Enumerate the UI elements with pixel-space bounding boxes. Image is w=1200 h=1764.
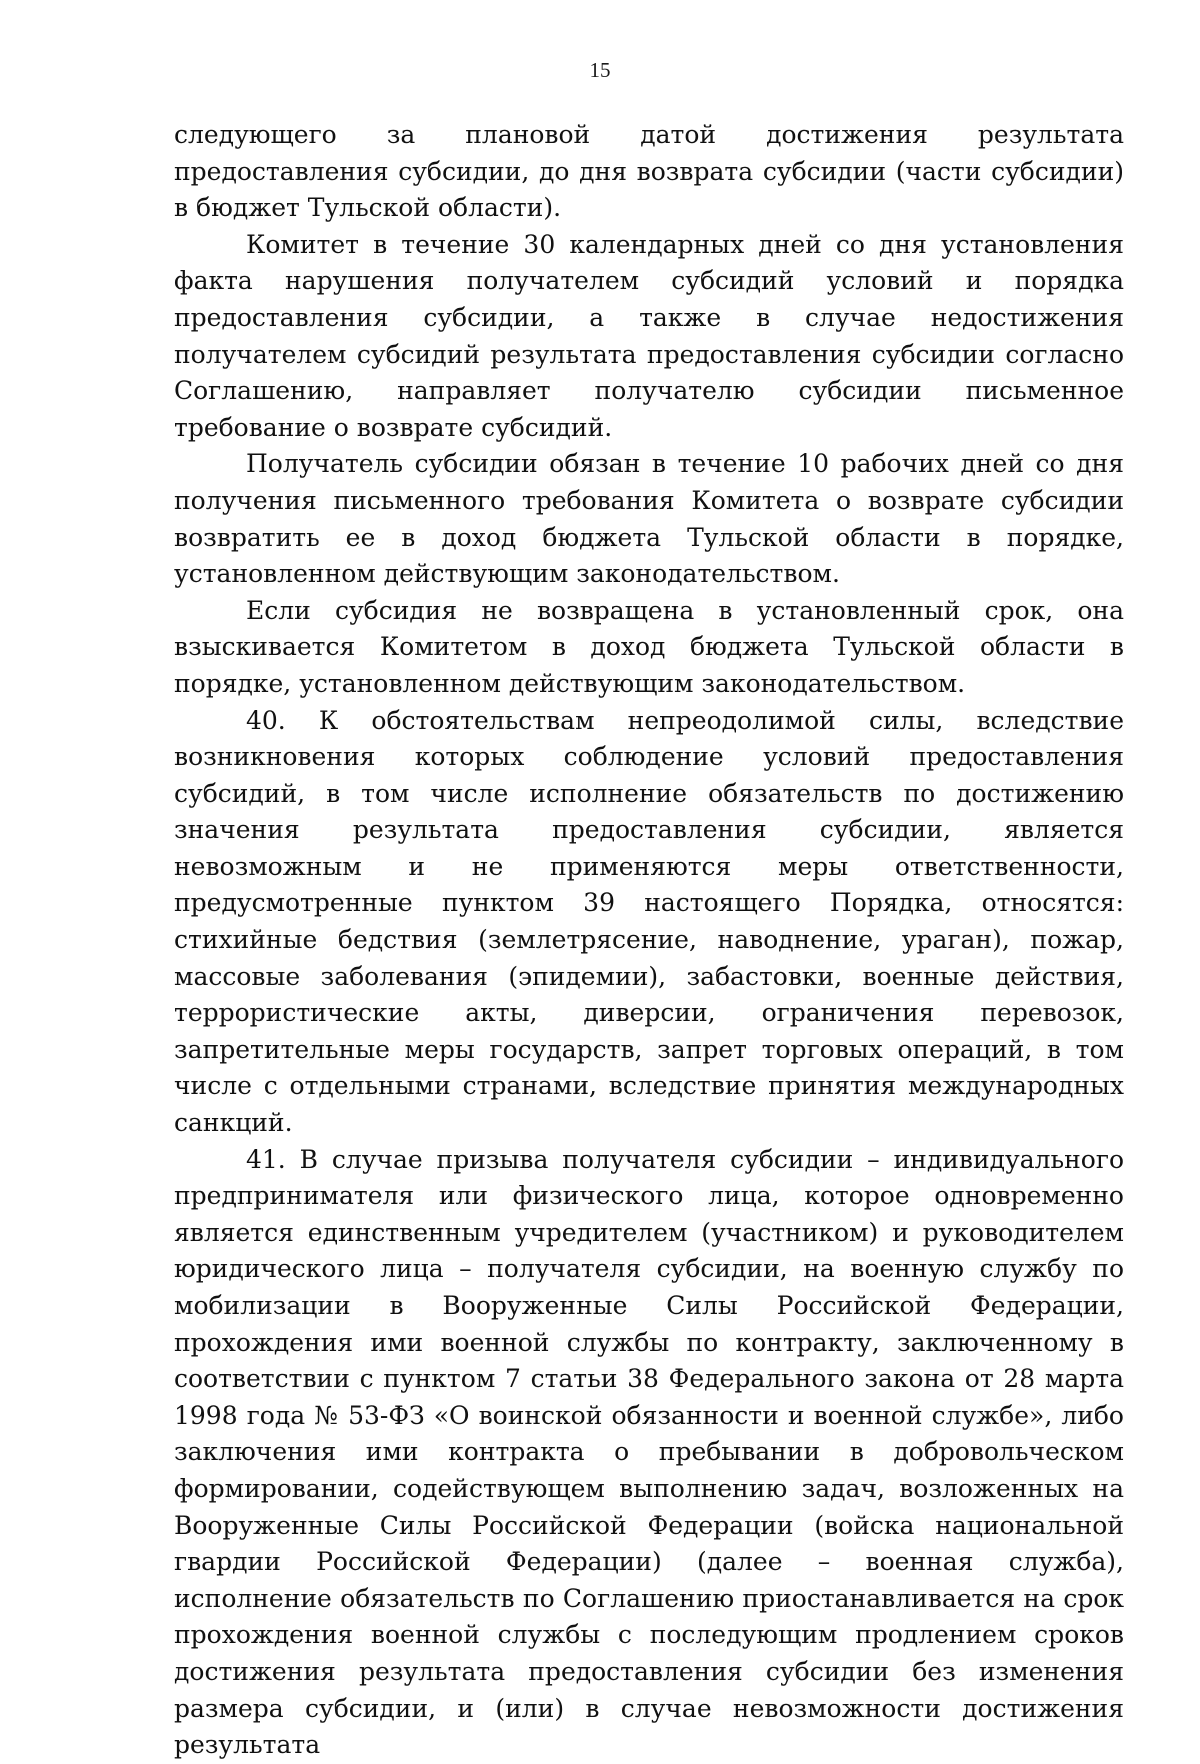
- paragraph-committee-requirement: Комитет в течение 30 календарных дней со дня установления факта нарушения получателем субсидий условий и порядка предоставления субсидии, а также в случае недостижения получателем субсидий результата предоставления субсидии согласно Соглашению, направляет получателю субсидии письменное требование о возврате субсидий.: [174, 229, 1124, 442]
- paragraph-recovery: Если субсидия не возвращена в установленный срок, она взыскивается Комитетом в доход бюджета Тульской области в порядке, установленном действующим законодательством.: [174, 595, 1124, 698]
- paragraph-recipient-obligation: Получатель субсидии обязан в течение 10 рабочих дней со дня получения письменного требования Комитета о возврате субсидии возвратить ее в доход бюджета Тульской области в порядке, установленном действующим законодательством.: [174, 449, 1124, 589]
- paragraph-clause-40: 40. К обстоятельствам непреодолимой силы, вследствие возникновения которых соблюдение условий предоставления субсидий, в том числе исполнение обязательств по достижению значения результата предоставления субсидии, является невозможным и не применяются меры ответственности, предусмотренные пунктом 39 настоящего Порядка, относятся: стихийные бедствия (землетрясение, наводнение, ураган), пожар, массовые заболевания (эпидемии), забастовки, военные действия, террористические акты, диверсии, ограничения перевозок, запретительные меры государств, запрет торговых операций, в том числе с отдельными странами, вследствие принятия международных санкций.: [174, 705, 1124, 1138]
- document-body: [174, 117, 1124, 1764]
- page-number: 15: [589, 58, 611, 82]
- paragraph-clause-41: 41. В случае призыва получателя субсидии – индивидуального предпринимателя или физического лица, которое одновременно является единственным учредителем (участником) и руководителем юридического лица – получателя субсидии, на военную службу по мобилизации в Вооруженные Силы Российской Федерации, прохождения ими военной службы по контракту, заключенному в соответствии с пунктом 7 статьи 38 Федерального закона от 28 марта 1998 года № 53-ФЗ «О воинской обязанности и военной службе», либо заключения ими контракта о пребывании в добровольческом формировании, содействующем выполнению задач, возложенных на Вооруженные Силы Российской Федерации (войска национальной гвардии Российской Федерации) (далее – военная служба), исполнение обязательств по Соглашению приостанавливается на срок прохождения военной службы с последующим продлением сроков достижения результата предоставления субсидии без изменения размера субсидии, и (или) в случае невозможности достижения результата: [174, 1144, 1124, 1760]
- paragraph-continuation: следующего за плановой датой достижения результата предоставления субсидии, до дня возврата субсидии (части субсидии) в бюджет Тульской области).: [174, 120, 1124, 223]
